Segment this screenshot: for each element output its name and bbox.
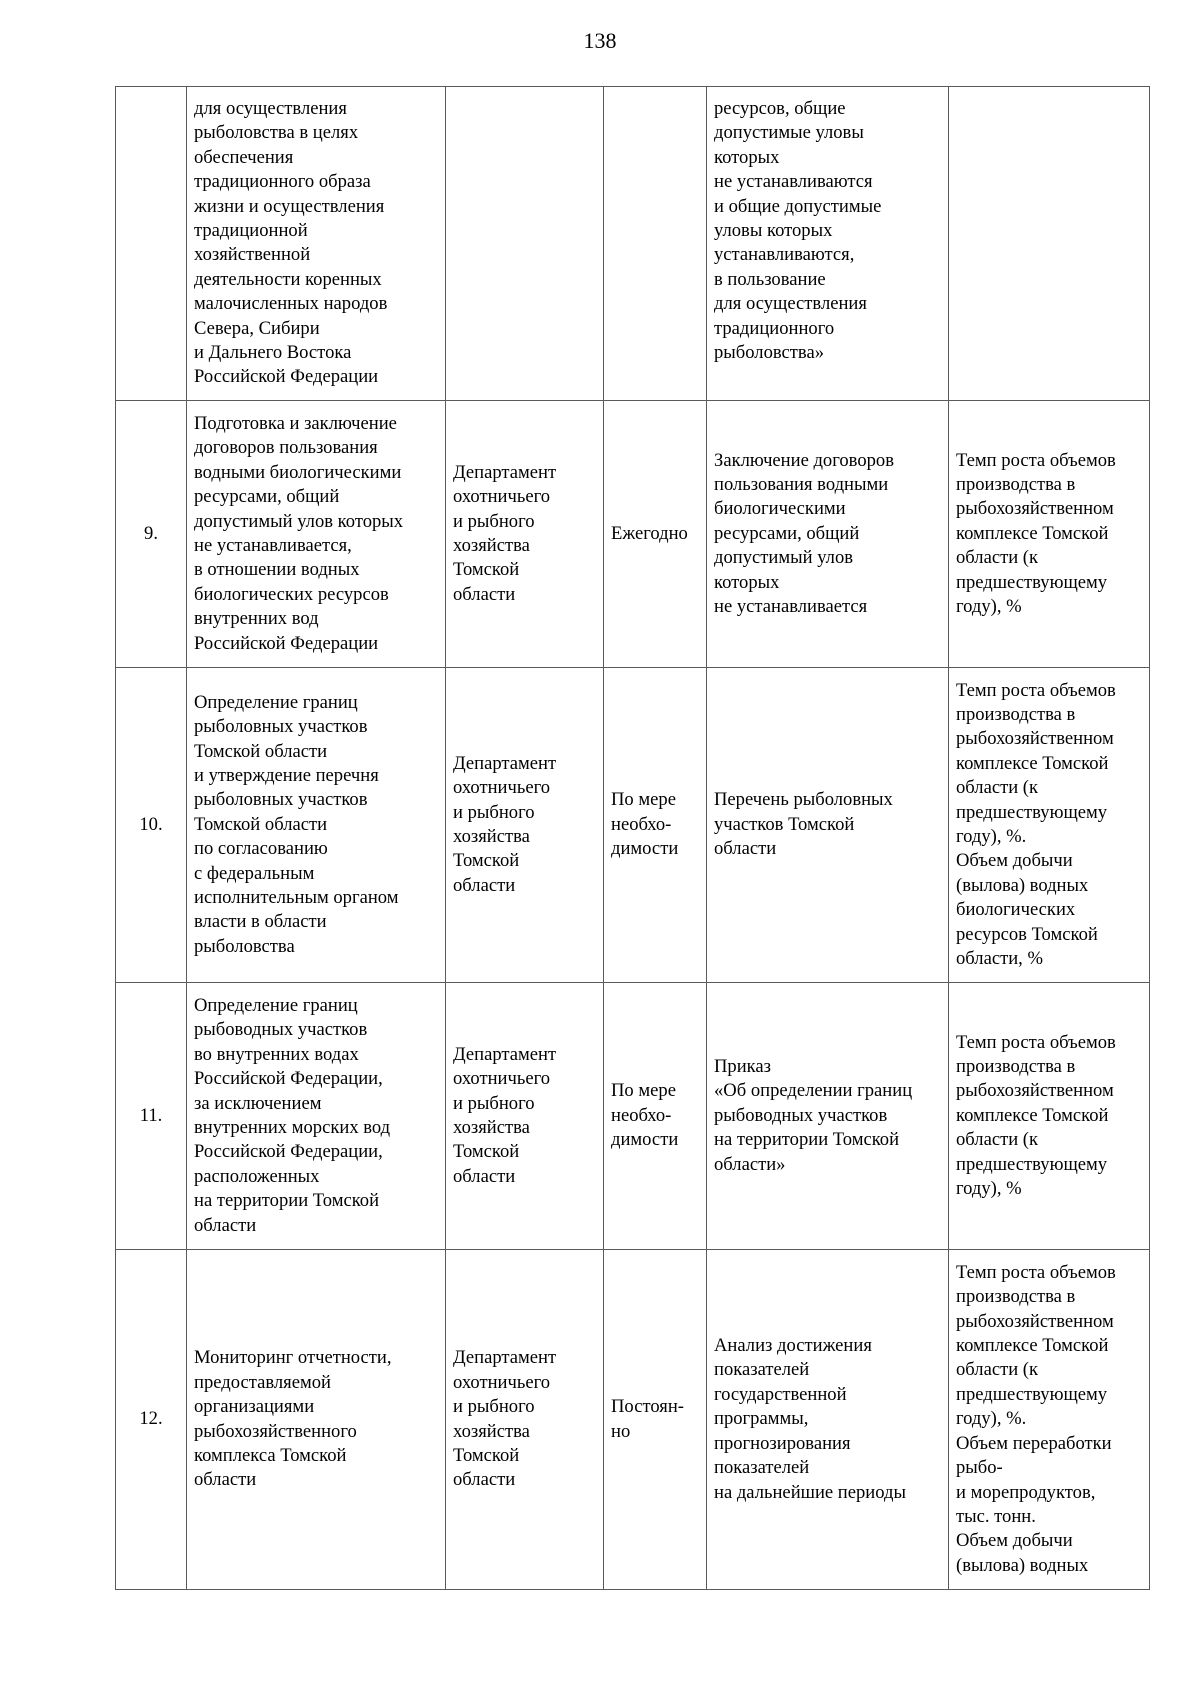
cell-text-line: для осуществления [714,293,867,315]
cell-text-line: предшествующему [956,801,1108,823]
cell-text-line: комплексе Томской [956,752,1109,774]
cell-text-line: комплексе Томской [956,522,1109,544]
cell-text-line: производства в [956,473,1076,495]
cell-text-line: области (к [956,777,1039,799]
cell-text-line: По мере [611,789,676,811]
cell-text-line: Севера, Сибири [194,317,320,339]
period-cell [604,983,707,1250]
cell-text-line: году), % [956,596,1022,618]
cell-text-line: рыболовства» [714,342,825,364]
cell-text-line: области [453,583,516,605]
cell-text-line: охотничьего [453,1068,551,1090]
table-row [116,1250,1150,1590]
cell-text-line: традиционного образа [194,171,371,193]
cell-text-line: производства в [956,1286,1076,1308]
cell-text-line: и рыбного [453,1092,535,1114]
cell-text-line: ресурсами, общий [714,522,860,544]
period-cell [604,87,707,401]
result-cell [707,401,949,668]
row-number-cell: 12. [116,1250,187,1590]
activity-cell [187,983,446,1250]
cell-text-line: предшествующему [956,571,1108,593]
cell-text-line: внутренних морских вод [194,1117,391,1138]
cell-text-line: и морепродуктов, [956,1481,1096,1503]
cell-text-line: Томской [453,850,520,872]
cell-text-line: за исключением [194,1092,322,1114]
cell-text-line: биологических ресурсов [194,583,389,605]
cell-text-line: Томской [453,1444,520,1466]
cell-text-line: году), %. [956,1408,1027,1430]
result-cell [707,87,949,401]
cell-text-line: которых [714,146,780,168]
cell-text-line: организациями [194,1396,315,1418]
table-row [116,87,1150,401]
cell-text-line: ресурсами, общий [194,486,340,508]
cell-text-line: с федеральным [194,862,315,884]
cell-text-line: Мониторинг отчетности, [194,1347,392,1369]
cell-text-line: рыбохозяйственном [956,1080,1114,1102]
cell-text-line: Российской Федерации, [194,1141,383,1163]
cell-text-line: комплексе Томской [956,1335,1109,1357]
cell-text-line: и Дальнего Востока [194,342,352,364]
cell-text-line: на территории Томской [714,1129,900,1151]
executor-cell [446,983,604,1250]
cell-text-line: Заключение договоров [714,449,895,471]
cell-text-line: димости [611,838,679,860]
indicator-cell [949,401,1150,668]
cell-text-line: области (к [956,1129,1039,1151]
cell-text-line: допустимые уловы [714,122,864,144]
cell-text-line: Объем переработки [956,1432,1112,1454]
cell-text-line: охотничьего [453,777,551,799]
cell-text-line: охотничьего [453,1371,551,1393]
cell-text-line: по согласованию [194,838,328,860]
cell-text-line: хозяйства [453,826,530,847]
period-cell [604,1250,707,1590]
cell-text-line: Департамент [453,1043,557,1065]
table-row [116,668,1150,983]
table-row [116,401,1150,668]
cell-text-line: рыболовных участков [194,716,368,738]
cell-text-line: Департамент [453,752,557,774]
cell-text-line: тыс. тонн. [956,1505,1036,1527]
cell-text-line: «Об определении границ [714,1080,913,1102]
cell-text-line: Темп роста объемов [956,679,1116,701]
cell-text-line: рыболовства в целях [194,122,359,144]
cell-text-line: Постоян- [611,1396,684,1418]
cell-text-line: Российской Федерации, [194,1068,383,1090]
cell-text-line: и общие допустимые [714,195,882,217]
cell-text-line: году), %. [956,826,1027,847]
cell-text-line: ресурсов Томской [956,923,1098,945]
executor-cell [446,87,604,401]
cell-text-line: области [194,1469,257,1491]
cell-text-line: жизни и осуществления [194,195,385,217]
cell-text-line: прогнозирования [714,1432,851,1454]
cell-text-line: По мере [611,1080,676,1102]
cell-text-line: водными биологическими [194,461,402,483]
row-number-cell: 11. [116,983,187,1250]
cell-text-line: внутренних вод [194,608,319,630]
executor-cell [446,401,604,668]
cell-text-line: исполнительным органом [194,887,399,909]
cell-text-line: Темп роста объемов [956,449,1116,471]
cell-text-line: рыбохозяйственном [956,728,1114,750]
cell-text-line: Объем добычи [956,1530,1073,1552]
period-cell [604,668,707,983]
row-number-cell [116,87,187,401]
activity-cell [187,401,446,668]
cell-text-line: (вылова) водных [956,874,1089,896]
cell-text-line: необхо- [611,1104,672,1126]
cell-text-line: Департамент [453,1347,557,1369]
cell-text-line: на территории Томской [194,1190,380,1212]
cell-text-line: государственной [714,1383,847,1405]
cell-text-line: обеспечения [194,146,294,168]
cell-text-line: биологическими [714,498,846,520]
cell-text-line: устанавливаются, [714,244,855,266]
cell-text-line: области [453,1165,516,1187]
cell-text-line: хозяйства [453,1420,530,1442]
period-cell [604,401,707,668]
executor-cell [446,668,604,983]
indicator-cell [949,1250,1150,1590]
cell-text-line: пользования водными [714,473,889,495]
activities-table [115,86,1150,1590]
row-number-cell: 9. [116,401,187,668]
cell-text-line: в отношении водных [194,559,360,581]
cell-text-line: хозяйства [453,1117,530,1138]
cell-text-line: области (к [956,547,1039,569]
cell-text-line: области» [714,1153,786,1175]
cell-text-line: традиционной [194,220,308,242]
cell-text-line: допустимый улов [714,547,854,569]
cell-text-line: не устанавливаются [714,171,873,193]
cell-text-line: Анализ достижения [714,1335,872,1357]
cell-text-line: рыболовства [194,935,295,957]
cell-text-line: и рыбного [453,801,535,823]
cell-text-line: области, % [956,948,1043,970]
result-cell [707,983,949,1250]
cell-text-line: малочисленных народов [194,293,388,315]
cell-text-line: охотничьего [453,486,551,508]
cell-text-line: и рыбного [453,510,535,532]
table-body [116,87,1150,1590]
indicator-cell [949,668,1150,983]
indicator-cell [949,87,1150,401]
cell-text-line: комплекса Томской [194,1444,347,1466]
cell-text-line: и рыбного [453,1396,535,1418]
cell-text-line: предшествующему [956,1153,1108,1175]
cell-text-line: показателей [714,1457,810,1479]
cell-text-line: предоставляемой [194,1371,331,1393]
cell-text-line: области [453,874,516,896]
cell-text-line: году), % [956,1178,1022,1200]
cell-text-line: области [453,1469,516,1491]
activity-cell [187,1250,446,1590]
cell-text-line: на дальнейшие периоды [714,1481,906,1503]
cell-text-line: рыбохозяйственного [194,1420,357,1442]
cell-text-line: Российской Федерации [194,366,379,388]
cell-text-line: во внутренних водах [194,1043,359,1065]
cell-text-line: программы, [714,1408,809,1430]
cell-text-line: уловы которых [714,220,833,242]
cell-text-line: комплексе Томской [956,1104,1109,1126]
cell-text-line: предшествующему [956,1383,1108,1405]
cell-text-line: рыбохозяйственном [956,498,1114,520]
cell-text-line: Ежегодно [611,522,688,544]
cell-text-line: не устанавливается, [194,535,352,556]
cell-text-line: области [714,838,777,860]
cell-text-line: Приказ [714,1055,772,1077]
cell-text-line: Томской [453,559,520,581]
activity-cell [187,668,446,983]
cell-text-line: Томской области [194,813,328,835]
cell-text-line: расположенных [194,1165,320,1187]
cell-text-line: димости [611,1129,679,1151]
cell-text-line: ресурсов, общие [714,98,846,119]
cell-text-line: Перечень рыболовных [714,789,893,811]
cell-text-line: (вылова) водных [956,1554,1089,1576]
cell-text-line: которых [714,571,780,593]
cell-text-line: Объем добычи [956,850,1073,872]
result-cell [707,668,949,983]
row-number-cell: 10. [116,668,187,983]
activity-cell [187,87,446,401]
cell-text-line: для осуществления [194,98,347,119]
cell-text-line: Темп роста объемов [956,1261,1116,1283]
cell-text-line: хозяйственной [194,244,311,266]
cell-text-line: договоров пользования [194,437,378,459]
cell-text-line: области [194,1214,257,1236]
cell-text-line: и утверждение перечня [194,764,379,786]
cell-text-line: показателей [714,1359,810,1381]
cell-text-line: хозяйства [453,535,530,556]
cell-text-line: Департамент [453,461,557,483]
cell-text-line: Определение границ [194,691,358,713]
cell-text-line: власти в области [194,911,327,933]
cell-text-line: Определение границ [194,994,358,1016]
cell-text-line: рыболовных участков [194,789,368,811]
cell-text-line: традиционного [714,317,835,339]
cell-text-line: участков Томской [714,813,855,835]
cell-text-line: деятельности коренных [194,268,382,290]
result-cell [707,1250,949,1590]
cell-text-line: в пользование [714,268,826,290]
cell-text-line: области (к [956,1359,1039,1381]
cell-text-line: рыбоводных участков [194,1019,368,1041]
cell-text-line: не устанавливается [714,596,868,618]
cell-text-line: рыбо- [956,1457,1003,1479]
cell-text-line: биологических [956,899,1076,921]
cell-text-line: производства в [956,703,1076,725]
cell-text-line: Томской области [194,740,328,762]
cell-text-line: допустимый улов которых [194,510,404,532]
cell-text-line: производства в [956,1055,1076,1077]
cell-text-line: рыбоводных участков [714,1104,888,1126]
cell-text-line: необхо- [611,813,672,835]
cell-text-line: но [611,1420,631,1442]
page-number: 138 [583,28,617,53]
cell-text-line: Темп роста объемов [956,1031,1116,1053]
table-row [116,983,1150,1250]
indicator-cell [949,983,1150,1250]
executor-cell [446,1250,604,1590]
cell-text-line: Томской [453,1141,520,1163]
cell-text-line: Подготовка и заключение [194,412,397,434]
cell-text-line: Российской Федерации [194,632,379,654]
cell-text-line: рыбохозяйственном [956,1310,1114,1332]
